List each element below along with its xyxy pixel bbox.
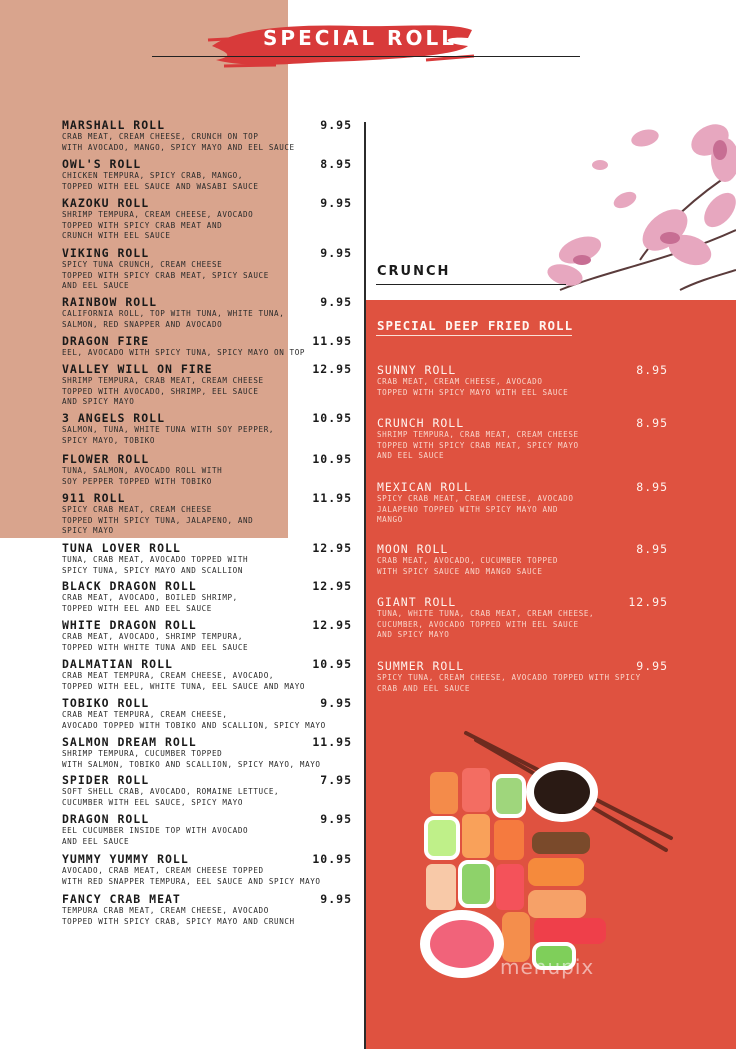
item-name: DRAGON ROLL — [62, 812, 150, 826]
menu-item — [377, 363, 668, 398]
item-price: 12.95 — [312, 362, 352, 376]
menu-item — [62, 295, 352, 330]
item-price: 9.95 — [320, 295, 352, 309]
item-price: 9.95 — [320, 696, 352, 710]
item-description: SOFT SHELL CRAB, AVOCADO, ROMAINE LETTUCE, CUCUMBER WITH EEL SAUCE, SPICY MAYO — [62, 787, 280, 807]
item-description: EEL, AVOCADO WITH SPICY TUNA, SPICY MAYO ON TOP — [62, 348, 306, 357]
menu-item — [62, 452, 352, 487]
item-description: CRAB MEAT, CREAM CHEESE, CRUNCH ON TOP WITH AVOCADO, MANGO, SPICY MAYO AND EEL SAUCE — [62, 132, 295, 152]
item-name: SALMON DREAM ROLL — [62, 735, 197, 749]
item-price: 8.95 — [636, 416, 668, 430]
item-name: 3 ANGELS ROLL — [62, 411, 166, 425]
menu-item — [62, 735, 352, 770]
menu-item — [62, 696, 352, 731]
item-name: SUNNY ROLL — [377, 363, 457, 377]
item-name: YUMMY YUMMY ROLL — [62, 852, 189, 866]
item-price: 9.95 — [320, 812, 352, 826]
menu-item — [62, 892, 352, 927]
item-name: MEXICAN ROLL — [377, 480, 473, 494]
menu-item — [62, 196, 352, 242]
item-price: 10.95 — [312, 852, 352, 866]
item-name: GIANT ROLL — [377, 595, 457, 609]
item-name: DRAGON FIRE — [62, 334, 150, 348]
item-name: MARSHALL ROLL — [62, 118, 166, 132]
watermark-text: menupix — [500, 955, 595, 979]
menu-item — [62, 579, 352, 614]
item-name: BLACK DRAGON ROLL — [62, 579, 197, 593]
item-price: 9.95 — [636, 659, 668, 673]
item-price: 9.95 — [320, 118, 352, 132]
item-description: CRAB MEAT TEMPURA, CREAM CHEESE, AVOCADO TOPPED WITH TOBIKO AND SCALLION, SPICY MAYO — [62, 710, 326, 730]
item-name: VALLEY WILL ON FIRE — [62, 362, 213, 376]
item-name: TOBIKO ROLL — [62, 696, 150, 710]
item-price: 7.95 — [320, 773, 352, 787]
item-price: 9.95 — [320, 892, 352, 906]
menu-item — [377, 542, 668, 577]
item-price: 8.95 — [636, 542, 668, 556]
item-description: CRAB MEAT, AVOCADO, CUCUMBER TOPPED WITH SPICY SAUCE AND MANGO SAUCE — [377, 556, 559, 576]
item-price: 10.95 — [312, 452, 352, 466]
item-description: TUNA, CRAB MEAT, AVOCADO TOPPED WITH SPICY TUNA, SPICY MAYO AND SCALLION — [62, 555, 249, 575]
item-name: OWL'S ROLL — [62, 157, 142, 171]
item-name: RAINBOW ROLL — [62, 295, 158, 309]
item-price: 11.95 — [312, 334, 352, 348]
item-name: KAZOKU ROLL — [62, 196, 150, 210]
item-name: 911 ROLL — [62, 491, 126, 505]
item-description: CRAB MEAT, AVOCADO, BOILED SHRIMP, TOPPED WITH EEL AND EEL SAUCE — [62, 593, 238, 613]
magnolia-flowers-image — [520, 110, 736, 302]
item-description: TUNA, WHITE TUNA, CRAB MEAT, CREAM CHEESE, CUCUMBER, AVOCADO TOPPED WITH EEL SAUCE AND SPICY MAYO — [377, 609, 595, 639]
item-price: 9.95 — [320, 246, 352, 260]
item-name: FANCY CRAB MEAT — [62, 892, 181, 906]
deep-fried-section-title: SPECIAL DEEP FRIED ROLL — [377, 318, 574, 333]
menu-item — [62, 852, 352, 887]
item-description: SPICY TUNA CRUNCH, CREAM CHEESE TOPPED WITH SPICY CRAB MEAT, SPICY SAUCE AND EEL SAUCE — [62, 260, 269, 290]
item-description: TEMPURA CRAB MEAT, CREAM CHEESE, AVOCADO TOPPED WITH SPICY CRAB, SPICY MAYO AND CRUNCH — [62, 906, 295, 926]
item-price: 11.95 — [312, 735, 352, 749]
item-name: SUMMER ROLL — [377, 659, 465, 673]
item-price: 10.95 — [312, 657, 352, 671]
item-name: FLOWER ROLL — [62, 452, 150, 466]
item-description: CRAB MEAT, AVOCADO, SHRIMP TEMPURA, TOPPED WITH WHITE TUNA AND EEL SAUCE — [62, 632, 249, 652]
item-name: SPIDER ROLL — [62, 773, 150, 787]
menu-item — [62, 491, 352, 537]
item-price: 11.95 — [312, 491, 352, 505]
item-description: TUNA, SALMON, AVOCADO ROLL WITH SOY PEPPER TOPPED WITH TOBIKO — [62, 466, 223, 486]
menu-item — [377, 595, 668, 641]
item-price: 8.95 — [636, 480, 668, 494]
menu-item — [62, 773, 352, 808]
menu-item — [62, 657, 352, 692]
item-description: CRAB MEAT TEMPURA, CREAM CHEESE, AVOCADO, TOPPED WITH EEL, WHITE TUNA, EEL SAUCE AND MAYO — [62, 671, 306, 691]
item-description: CALIFORNIA ROLL, TOP WITH TUNA, WHITE TUNA, SALMON, RED SNAPPER AND AVOCADO — [62, 309, 285, 329]
menu-item — [62, 246, 352, 292]
item-name: WHITE DRAGON ROLL — [62, 618, 197, 632]
item-price: 8.95 — [320, 157, 352, 171]
menu-item — [62, 812, 352, 847]
menu-item — [62, 334, 352, 359]
header-rule — [152, 56, 580, 57]
menu-item — [62, 362, 352, 408]
menu-item — [62, 411, 352, 446]
item-description: AVOCADO, CRAB MEAT, CREAM CHEESE TOPPED WITH RED SNAPPER TEMPURA, EEL SAUCE AND SPICY MAYO — [62, 866, 321, 886]
item-name: VIKING ROLL — [62, 246, 150, 260]
menu-item — [62, 541, 352, 576]
item-name: CRUNCH ROLL — [377, 416, 465, 430]
sushi-platter-image — [416, 728, 686, 988]
item-description: SPICY TUNA, CREAM CHEESE, AVOCADO TOPPED WITH SPICY CRAB AND EEL SAUCE — [377, 673, 641, 693]
section-rule — [376, 335, 572, 336]
menu-item — [377, 416, 668, 462]
item-description: SALMON, TUNA, WHITE TUNA WITH SOY PEPPER, SPICY MAYO, TOBIKO — [62, 425, 275, 445]
item-name: TUNA LOVER ROLL — [62, 541, 181, 555]
menu-item — [377, 480, 668, 526]
item-description: SHRIMP TEMPURA, CRAB MEAT, CREAM CHEESE TOPPED WITH SPICY CRAB MEAT, SPICY MAYO AND EEL SAUCE — [377, 430, 579, 460]
item-price: 8.95 — [636, 363, 668, 377]
item-price: 12.95 — [628, 595, 668, 609]
item-description: SHRIMP TEMPURA, CRAB MEAT, CREAM CHEESE TOPPED WITH AVOCADO, SHRIMP, EEL SAUCE AND SPICY MAYO — [62, 376, 264, 406]
item-description: CHICKEN TEMPURA, SPICY CRAB, MANGO, TOPPED WITH EEL SAUCE AND WASABI SAUCE — [62, 171, 259, 191]
item-description: EEL CUCUMBER INSIDE TOP WITH AVOCADO AND EEL SAUCE — [62, 826, 249, 846]
menu-item — [62, 157, 352, 192]
crunch-heading: CRUNCH — [377, 264, 451, 279]
item-price: 12.95 — [312, 579, 352, 593]
item-name: MOON ROLL — [377, 542, 449, 556]
menu-item — [62, 618, 352, 653]
page-title: SPECIAL ROLL — [263, 26, 457, 50]
item-description: SPICY CRAB MEAT, CREAM CHEESE TOPPED WITH SPICY TUNA, JALAPENO, AND SPICY MAYO — [62, 505, 254, 535]
item-price: 12.95 — [312, 618, 352, 632]
vertical-divider — [364, 122, 366, 1049]
item-price: 12.95 — [312, 541, 352, 555]
crunch-rule — [376, 284, 566, 285]
item-description: SHRIMP TEMPURA, CUCUMBER TOPPED WITH SALMON, TOBIKO AND SCALLION, SPICY MAYO, MAYO — [62, 749, 321, 769]
menu-item — [62, 118, 352, 153]
item-description: CRAB MEAT, CREAM CHEESE, AVOCADO TOPPED WITH SPICY MAYO WITH EEL SAUCE — [377, 377, 569, 397]
item-name: DALMATIAN ROLL — [62, 657, 173, 671]
menu-item — [377, 659, 668, 694]
item-description: SHRIMP TEMPURA, CREAM CHEESE, AVOCADO TOPPED WITH SPICY CRAB MEAT AND CRUNCH WITH EEL SAUCE — [62, 210, 254, 240]
item-price: 9.95 — [320, 196, 352, 210]
item-price: 10.95 — [312, 411, 352, 425]
item-description: SPICY CRAB MEAT, CREAM CHEESE, AVOCADO JALAPENO TOPPED WITH SPICY MAYO AND MANGO — [377, 494, 574, 524]
